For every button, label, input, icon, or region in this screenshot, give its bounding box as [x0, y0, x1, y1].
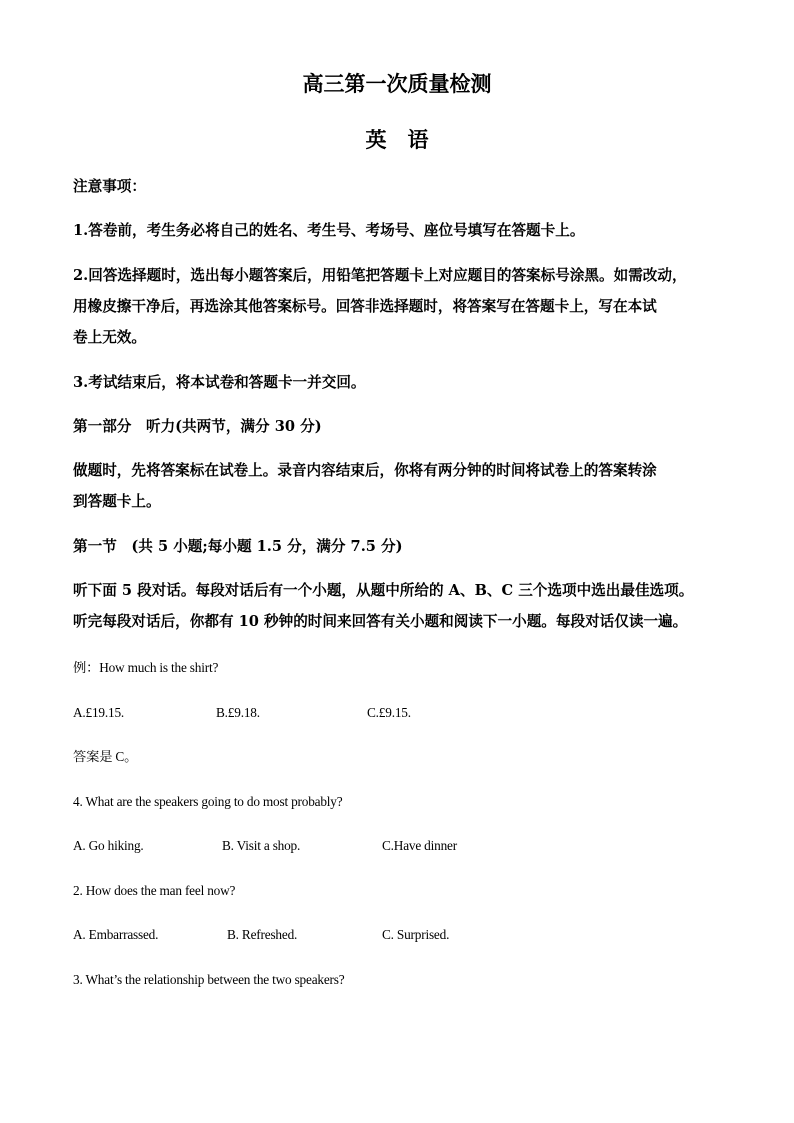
example-option-c: C.£9.15. [367, 705, 411, 720]
question-3-text: 3. What’s the relationship between the two speakers? [73, 972, 345, 987]
question-1-option-c: C.Have dinner [382, 838, 457, 853]
question-2-option-b: B. Refreshed. [227, 927, 298, 942]
example-option-a: A.£19.15. [73, 705, 125, 720]
part1-instruction-line-2: 到答题卡上。 [73, 493, 161, 510]
section1-instruction-line-1: 听下面 5 段对话。每段对话后有一个小题，从题中所给的 A、B、C 三个选项中选出最佳选项。 [73, 582, 694, 599]
section1-instruction-line-2: 听完每段对话后，你都有 10 秒钟的时间来回答有关小题和阅读下一小题。每段对话仅读一遍。 [73, 613, 688, 630]
notice-heading: 注意事项： [73, 178, 146, 195]
question-2-text: 2. How does the man feel now? [73, 883, 236, 898]
exam-title: 高三第一次质量检测 [302, 71, 492, 96]
section1-heading: 第一节 (共 5 小题;每小题 1.5 分，满分 7.5 分) [73, 538, 403, 555]
subject-title: 英 语 [365, 127, 429, 152]
part1-heading: 第一部分 听力(共两节，满分 30 分) [73, 418, 322, 435]
example-question: 例：How much is the shirt? [73, 660, 219, 675]
notice-item-2-line-1: 2.回答选择题时，选出每小题答案后，用铅笔把答题卡上对应题目的答案标号涂黑。如需改动， [73, 267, 687, 284]
example-option-b: B.£9.18. [216, 705, 260, 720]
part1-instruction-line-1: 做题时，先将答案标在试卷上。录音内容结束后，你将有两分钟的时间将试卷上的答案转涂 [73, 462, 657, 479]
notice-item-1: 1.答卷前，考生务必将自己的姓名、考生号、考场号、座位号填写在答题卡上。 [73, 222, 585, 239]
question-2-option-c: C. Surprised. [382, 927, 450, 942]
example-answer: 答案是 C。 [73, 749, 138, 764]
notice-item-2-line-2: 用橡皮擦干净后，再选涂其他答案标号。回答非选择题时，将答案写在答题卡上，写在本试 [73, 298, 657, 315]
question-1-option-b: B. Visit a shop. [222, 838, 301, 853]
notice-item-2-line-3: 卷上无效。 [73, 329, 146, 346]
question-2-option-a: A. Embarrassed. [73, 927, 159, 942]
question-1-option-a: A. Go hiking. [73, 838, 144, 853]
notice-item-3: 3.考试结束后，将本试卷和答题卡一并交回。 [73, 374, 366, 391]
question-1-text: 4. What are the speakers going to do most probably? [73, 794, 343, 809]
